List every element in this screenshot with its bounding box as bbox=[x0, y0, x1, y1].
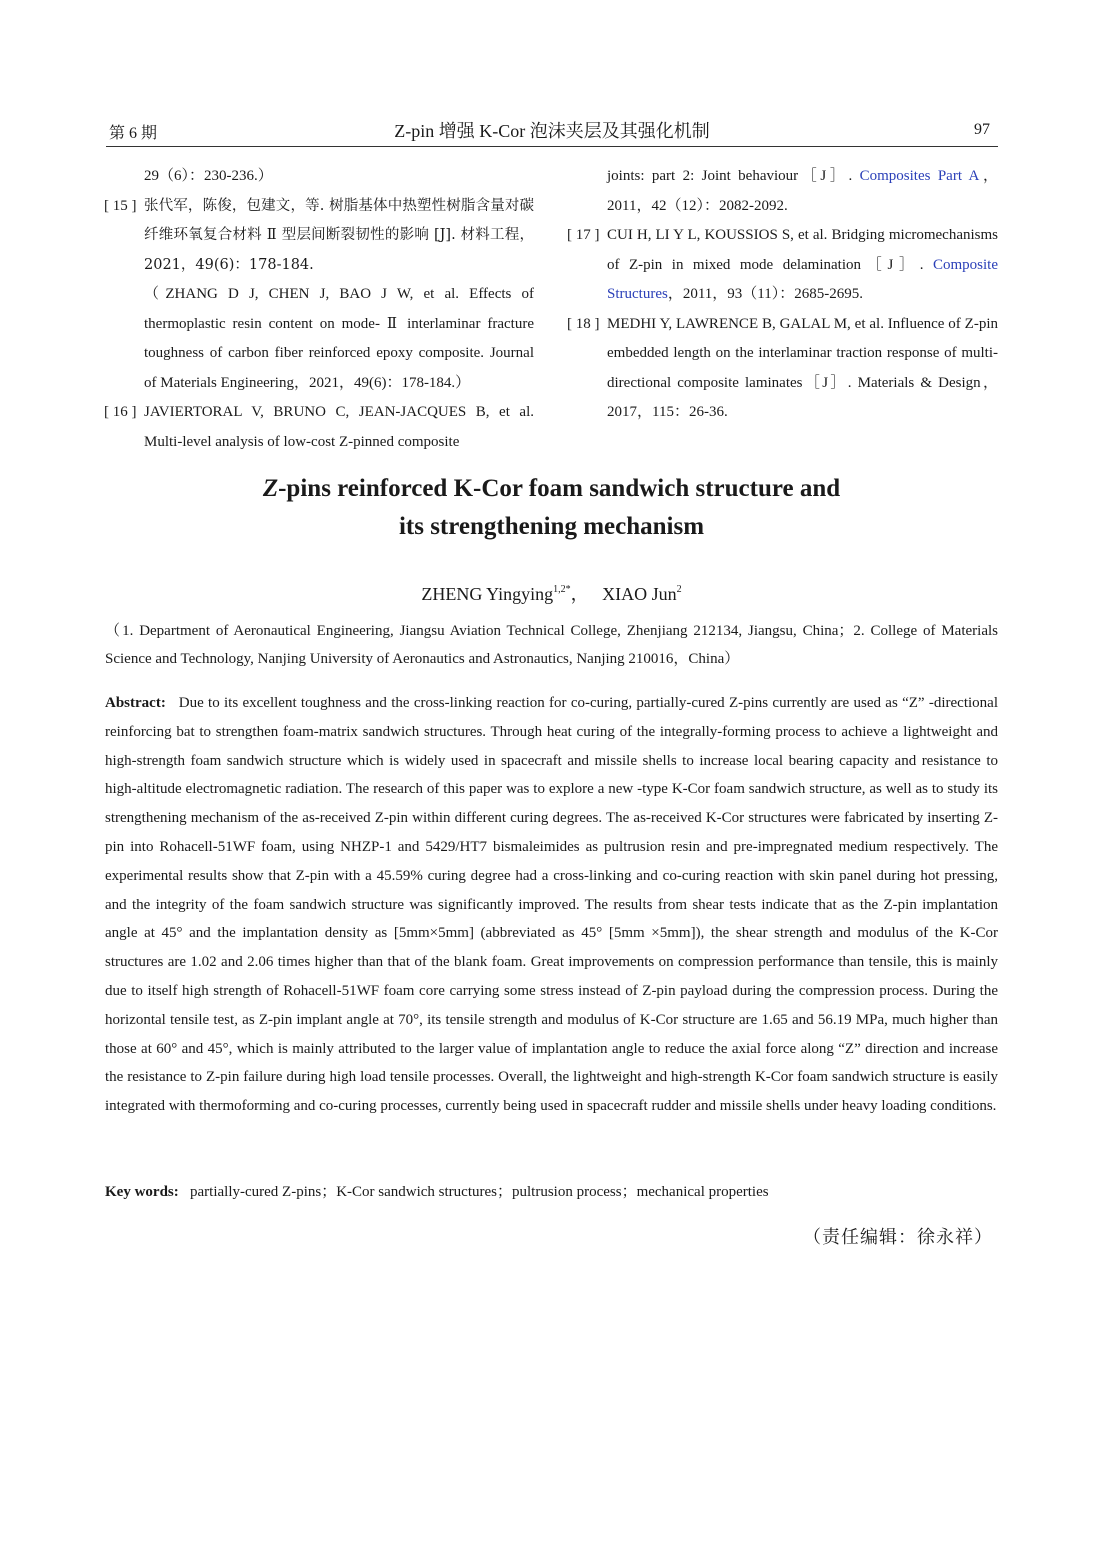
journal-link-composites-part-a[interactable]: Composites Part A bbox=[859, 168, 980, 184]
responsible-editor: （责任编辑：徐永祥） bbox=[803, 1227, 993, 1248]
reference-text: 29（6）：230-236.） bbox=[144, 168, 273, 184]
reference-number: [ 15 ] bbox=[104, 197, 137, 214]
title-line-1: -pins reinforced K-Cor foam sandwich structure and bbox=[278, 475, 841, 502]
reference-number: [ 17 ] bbox=[567, 227, 600, 243]
reference-16 bbox=[104, 398, 534, 457]
affiliations: （1. Department of Aeronautical Engineering, Jiangsu Aviation Technical College, Zhenjiang 212134, Jiangsu, China；2. College of Materials Science and Technology, Nanjing University of Aeronautics and Astronautics, Nanjing 210016，China） bbox=[105, 623, 998, 667]
title-line-2: its strengthening mechanism bbox=[398, 513, 705, 540]
author-name: XIAO Jun bbox=[602, 584, 677, 604]
author-affiliation-mark: 2 bbox=[676, 584, 682, 595]
author-affiliation-mark: 1,2* bbox=[553, 584, 571, 595]
author-list bbox=[0, 580, 1103, 606]
reference-18 bbox=[567, 310, 998, 428]
reference-number: [ 18 ] bbox=[567, 315, 600, 332]
reference-text-chinese: 张代军，陈俊，包建文，等. 树脂基体中热塑性树脂含量对碳纤维环氧复合材料 Ⅱ 型层间断裂韧性的影响 [J]. 材料工程，2021，49(6)：178-184. bbox=[144, 197, 534, 273]
reference-text: CUI H, LI Y L, KOUSSIOS S, et al. Bridging micromechanisms of Z-pin in mixed mode delamination［J］. bbox=[607, 227, 998, 273]
reference-number: [ 16 ] bbox=[104, 404, 137, 420]
page-number: 97 bbox=[974, 121, 990, 138]
abstract-text: Due to its excellent toughness and the cross-linking reaction for co-curing, partially-cured Z-pins currently are used as “Z” -directional reinforcing bat to strengthen foam-matrix sandwich structures. Through heat curing of the integrally-forming process to achieve a lightweight and high-strength foam sandwich structure which is widely used in spacecraft and missile shells to increase local bearing capacity and resistance to high-altitude electromagnetic radiation. The research of this paper was to explore a new -type K-Cor foam sandwich structure, as well as to study its strengthening mechanism of the as-received Z-pin within different curing degrees. The as-received K-Cor structures were fabricated by inserting Z-pin into Rohacell-51WF foam, using NHZP-1 and 5429/HT7 bismaleimides as pultrusion resin and pre-impregnated medium respectively. The experimental results show that Z-pin with a 45.59% curing degree had a cross-linking and co-curing reaction with skin panel during hot pressing, and the integrity of the foam sandwich structure was significantly improved. The results from shear tests indicate that as the Z-pin implantation angle at 45° and the implantation density as [5mm×5mm] (abbreviated as 45° [5mm ×5mm]), the shear strength and modulus of the K-Cor structures are 1.02 and 2.06 times higher than that of the blank foam. Great improvements on compression performance than tensile, this is mainly due to itself high strength of Rohacell-51WF foam core carrying some stress instead of Z-pin payload during the compression process. During the horizontal tensile test, as Z-pin implant angle at 70°, its tensile strength and modulus of K-Cor structure are 1.65 and 56.19 MPa, much higher than those at 60° and 45°, which is mainly attributed to the larger value of implantation angle to reduce the axial force along “Z” direction and increase the resistance to Z-pin failure during high load tensile processes. Overall, the lightweight and high-strength K-Cor foam sandwich structure is easily integrated with thermoforming and co-curing processes, currently being used in spacecraft rudder and missile shells under heavy loading conditions. bbox=[105, 695, 999, 1115]
reference-text-english: （ZHANG D J, CHEN J, BAO J W, et al. Effects of thermoplastic resin content on mode- Ⅱ interlaminar fracture toughness of carbon fiber reinforced epoxy composite. Journal of Materials Engineering，2021，49(6)：178-184.） bbox=[144, 286, 534, 391]
reference-15 bbox=[104, 192, 534, 399]
reference-text: ，2011，93（11）：2685-2695. bbox=[667, 286, 863, 302]
issue-number: 第 6 期 bbox=[109, 125, 158, 142]
abstract-label: Abstract: bbox=[105, 695, 166, 711]
reference-text: JAVIERTORAL V, BRUNO C, JEAN-JACQUES B, et al. Multi-level analysis of low-cost Z-pinned composite bbox=[144, 404, 534, 450]
journal-link-composite-structures[interactable]: Composite Structures bbox=[607, 256, 998, 302]
reference-17 bbox=[567, 221, 998, 310]
journal-running-title: Z-pin 增强 K-Cor 泡沫夹层及其强化机制 bbox=[394, 121, 710, 141]
abstract bbox=[105, 689, 998, 1121]
reference-14-tail bbox=[104, 162, 534, 192]
title-italic-z: Z bbox=[262, 475, 279, 502]
keywords bbox=[105, 1180, 998, 1201]
references-left-column bbox=[104, 162, 534, 457]
reference-text: ，2011，42（12）：2082-2092. bbox=[607, 168, 998, 214]
keywords-label: Key words: bbox=[105, 1184, 179, 1200]
reference-text: MEDHI Y, LAWRENCE B, GALAL M, et al. Influence of Z-pin embedded length on the interlaminar traction response of multi-directional composite laminates［J］. Materials & Design，2017，115：26-36. bbox=[607, 315, 998, 420]
running-header bbox=[106, 116, 998, 147]
author-name: ZHENG Yingying bbox=[421, 584, 554, 604]
reference-16-tail bbox=[567, 162, 998, 221]
author-separator: ， bbox=[570, 584, 589, 604]
reference-text: joints: part 2: Joint behaviour［J］. bbox=[607, 168, 853, 184]
references-right-column bbox=[567, 162, 998, 428]
keywords-text: partially-cured Z-pins；K-Cor sandwich structures；pultrusion process；mechanical properties bbox=[190, 1184, 769, 1200]
english-paper-title bbox=[0, 470, 1103, 546]
